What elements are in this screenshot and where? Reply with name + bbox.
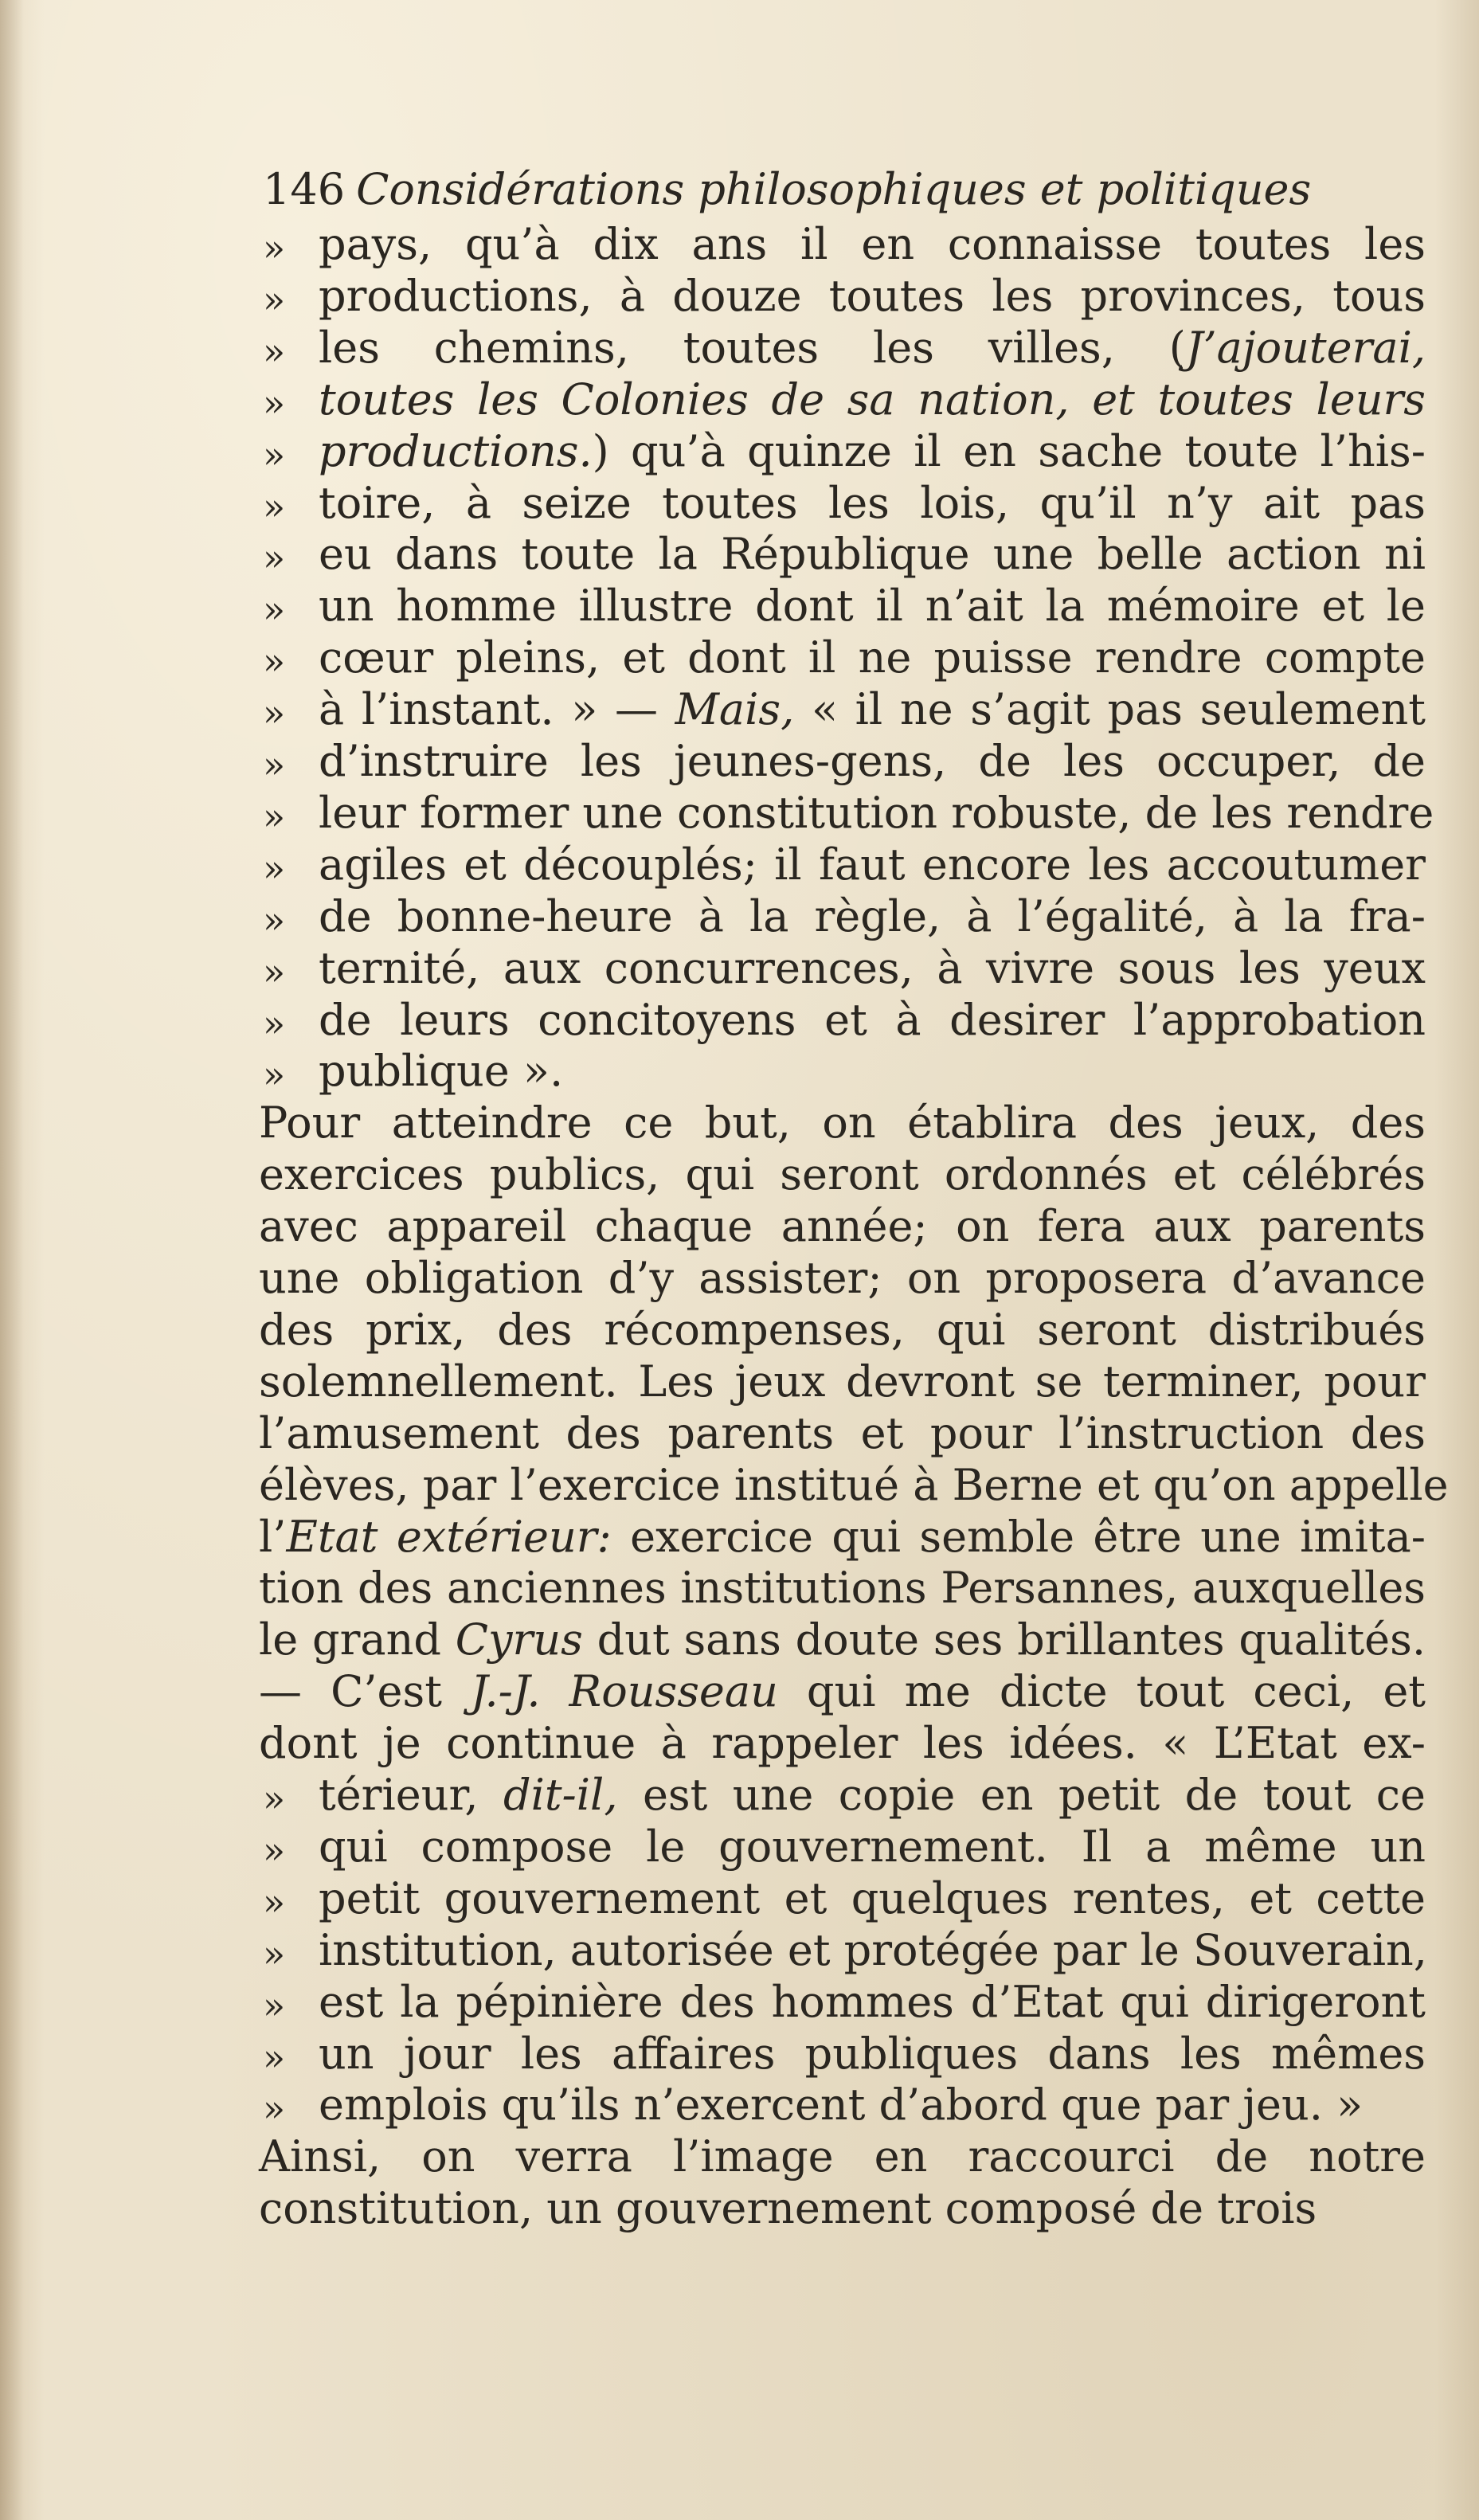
text-line: eu dans toute la République une belle action ni [319,529,1426,580]
binding-shadow [0,0,24,2520]
quote-mark: » [263,1053,286,1097]
running-title: Considérations philosophiques et politiques [356,164,1312,214]
quote-mark: » [263,1931,286,1975]
quote-mark: » [263,2035,286,2079]
quote-mark: » [263,846,286,890]
text-line: — C’est J.-J. Rousseau qui me dicte tout ceci, et [259,1666,1426,1717]
text-line: leur former une constitution robuste, de les rendre [319,787,1434,838]
text-line: dont je continue à rappeler les idées. « L’Etat ex- [259,1718,1426,1769]
quote-mark: » [263,949,286,993]
text-line: ternité, aux concurrences, à vivre sous les yeux [319,942,1426,993]
text-line: Ainsi, on verra l’image en raccourci de notre [259,2131,1426,2182]
page-number: 146 [263,164,346,214]
text-line: qui compose le gouvernement. Il a même un [319,1821,1426,1872]
quote-mark: » [263,484,286,528]
quote-mark: » [263,536,286,580]
text-line: cœur pleins, et dont il ne puisse rendre compte [319,632,1426,683]
text-line: toire, à seize toutes les lois, qu’il n’y ait pas [319,477,1426,528]
page-header [263,163,1378,216]
text-line: d’instruire les jeunes-gens, de les occuper, de [319,736,1426,786]
text-line: Pour atteindre ce but, on établira des jeux, des [259,1098,1426,1148]
text-line: publique ». [319,1046,564,1097]
text-line: un jour les affaires publiques dans les mêmes [319,2028,1426,2079]
text-line: institution, autorisée et protégée par le Souverain, [319,1924,1427,1975]
text-line: exercices publics, qui seront ordonnés et célébrés [259,1149,1426,1200]
text-line: pays, qu’à dix ans il en connaisse toutes les [319,219,1426,269]
text-line: petit gouvernement et quelques rentes, et cette [319,1872,1426,1923]
text-line: de bonne-heure à la règle, à l’égalité, à la fra- [319,890,1426,941]
quote-mark: » [263,1001,286,1045]
text-line: à l’instant. » — Mais, « il ne s’agit pas seulement [319,684,1426,735]
text-line: une obligation d’y assister; on proposera d’avance [259,1253,1426,1303]
text-line: un homme illustre dont il n’ait la mémoire et le [319,581,1426,632]
text-line: l’Etat extérieur: exercice qui semble être une imita- [259,1511,1426,1562]
text-line: agiles et découplés; il faut encore les accoutumer [319,839,1426,890]
quote-mark: » [263,2087,286,2131]
text-line: des prix, des récompenses, qui seront distribués [259,1304,1426,1355]
quote-mark: » [263,1983,286,2027]
text-line: est la pépinière des hommes d’Etat qui dirigeront [319,1976,1426,2027]
quote-mark: » [263,381,286,425]
quote-mark: » [263,329,286,373]
quote-mark: » [263,1828,286,1872]
text-line: solemnellement. Les jeux devront se terminer, pour [259,1356,1426,1407]
quote-mark: » [263,794,286,838]
quote-mark: » [263,277,286,321]
text-line: constitution, un gouvernement composé de trois [259,2183,1317,2234]
text-line: le grand Cyrus dut sans doute ses brillantes qualités. [259,1614,1426,1665]
quote-mark: » [263,691,286,735]
quote-mark: » [263,1880,286,1923]
text-line: l’amusement des parents et pour l’instruction des [259,1407,1426,1458]
text-line: productions, à douze toutes les provinces, tous [319,270,1426,321]
text-line: de leurs concitoyens et à desirer l’approbation [319,994,1426,1045]
text-line: les chemins, toutes les villes, (J’ajouterai, [319,322,1426,373]
text-line: emplois qu’ils n’exercent d’abord que par jeu. » [319,2080,1364,2131]
text-line: toutes les Colonies de sa nation, et toutes leurs [319,374,1426,425]
quote-mark: » [263,1777,286,1820]
quote-mark: » [263,898,286,941]
text-line: avec appareil chaque année; on fera aux parents [259,1201,1426,1252]
quote-mark: » [263,743,286,786]
text-line: productions.) qu’à quinze il en sache toute l’his- [319,425,1426,476]
text-line: tion des anciennes institutions Persannes, auxquelles [259,1563,1426,1614]
text-line: élèves, par l’exercice institué à Berne et qu’on appelle [259,1459,1449,1510]
text-line: térieur, dit-il, est une copie en petit de tout ce [319,1770,1426,1820]
quote-mark: » [263,640,286,683]
quote-mark: » [263,226,286,269]
quote-mark: » [263,588,286,632]
quote-mark: » [263,432,286,476]
